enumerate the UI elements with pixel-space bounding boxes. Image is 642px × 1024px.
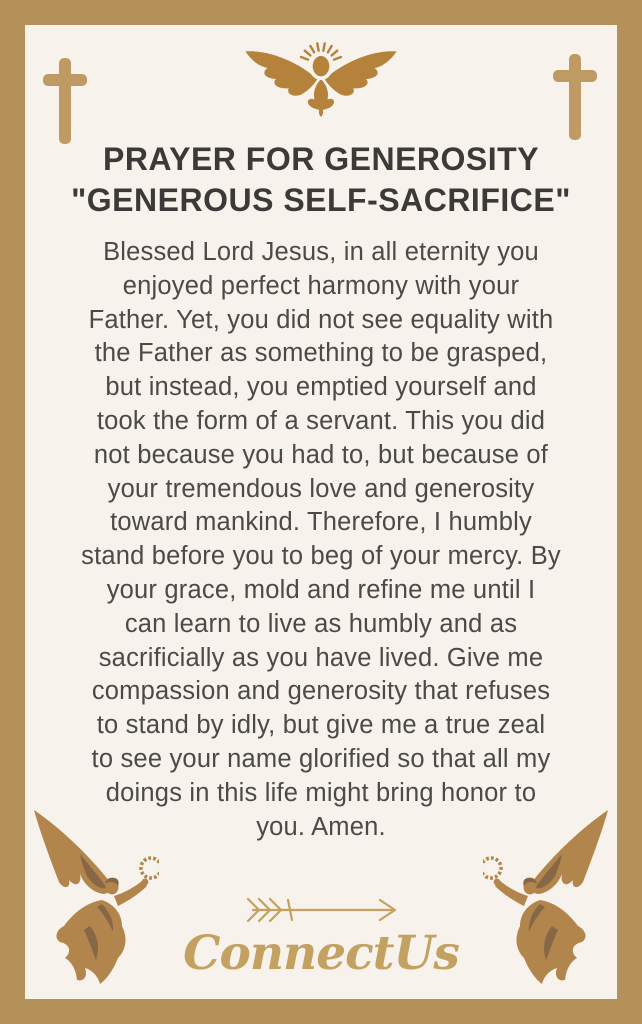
page-title <box>25 139 617 221</box>
cross-icon <box>43 57 87 145</box>
prayer-line: took the form of a servant. This you did <box>96 406 546 435</box>
prayer-line: stand before you to beg of your mercy. By <box>81 542 561 571</box>
prayer-line: your grace, mold and refine me until I <box>106 575 536 604</box>
prayer-line: you. Amen. <box>256 812 386 841</box>
winged-seraph-icon <box>238 41 404 119</box>
angel-arm <box>495 880 528 906</box>
connectus-logo: ConnectUs <box>183 926 459 981</box>
prayer-line: the Father as something to be grasped, <box>94 339 548 368</box>
prayer-text <box>25 236 617 844</box>
prayer-line: to see your name glorified so that all my <box>91 744 551 773</box>
prayer-line: your tremendous love and generosity <box>107 474 535 503</box>
prayer-line: compassion and generosity that refuses <box>91 677 551 706</box>
prayer-line: enjoyed perfect harmony with your <box>122 271 520 300</box>
cross-icon <box>553 53 597 141</box>
angel-hand <box>142 879 149 886</box>
angel-hand <box>494 879 501 886</box>
wreath-ring <box>141 858 159 878</box>
prayer-line: but instead, you emptied yourself and <box>105 373 537 402</box>
angel-arm <box>114 880 147 906</box>
prayer-line: can learn to live as humbly and as <box>124 609 518 638</box>
title-line-1: PRAYER FOR GENEROSITY <box>102 141 540 177</box>
seraph-head <box>311 54 331 78</box>
card-frame <box>25 25 617 999</box>
prayer-line: sacrificially as you have lived. Give me <box>98 643 544 672</box>
prayer-line: Blessed Lord Jesus, in all eternity you <box>103 238 539 266</box>
prayer-line: doings in this life might bring honor to <box>105 778 537 807</box>
title-line-2: "GENEROUS SELF-SACRIFICE" <box>71 182 571 218</box>
prayer-line: toward mankind. Therefore, I humbly <box>110 508 532 537</box>
prayer-line: Father. Yet, you did not see equality with <box>88 305 554 334</box>
wreath-ring <box>483 858 501 878</box>
prayer-line: to stand by idly, but give me a true zeal <box>96 711 546 740</box>
prayer-line: not because you had to, but because of <box>93 440 549 469</box>
